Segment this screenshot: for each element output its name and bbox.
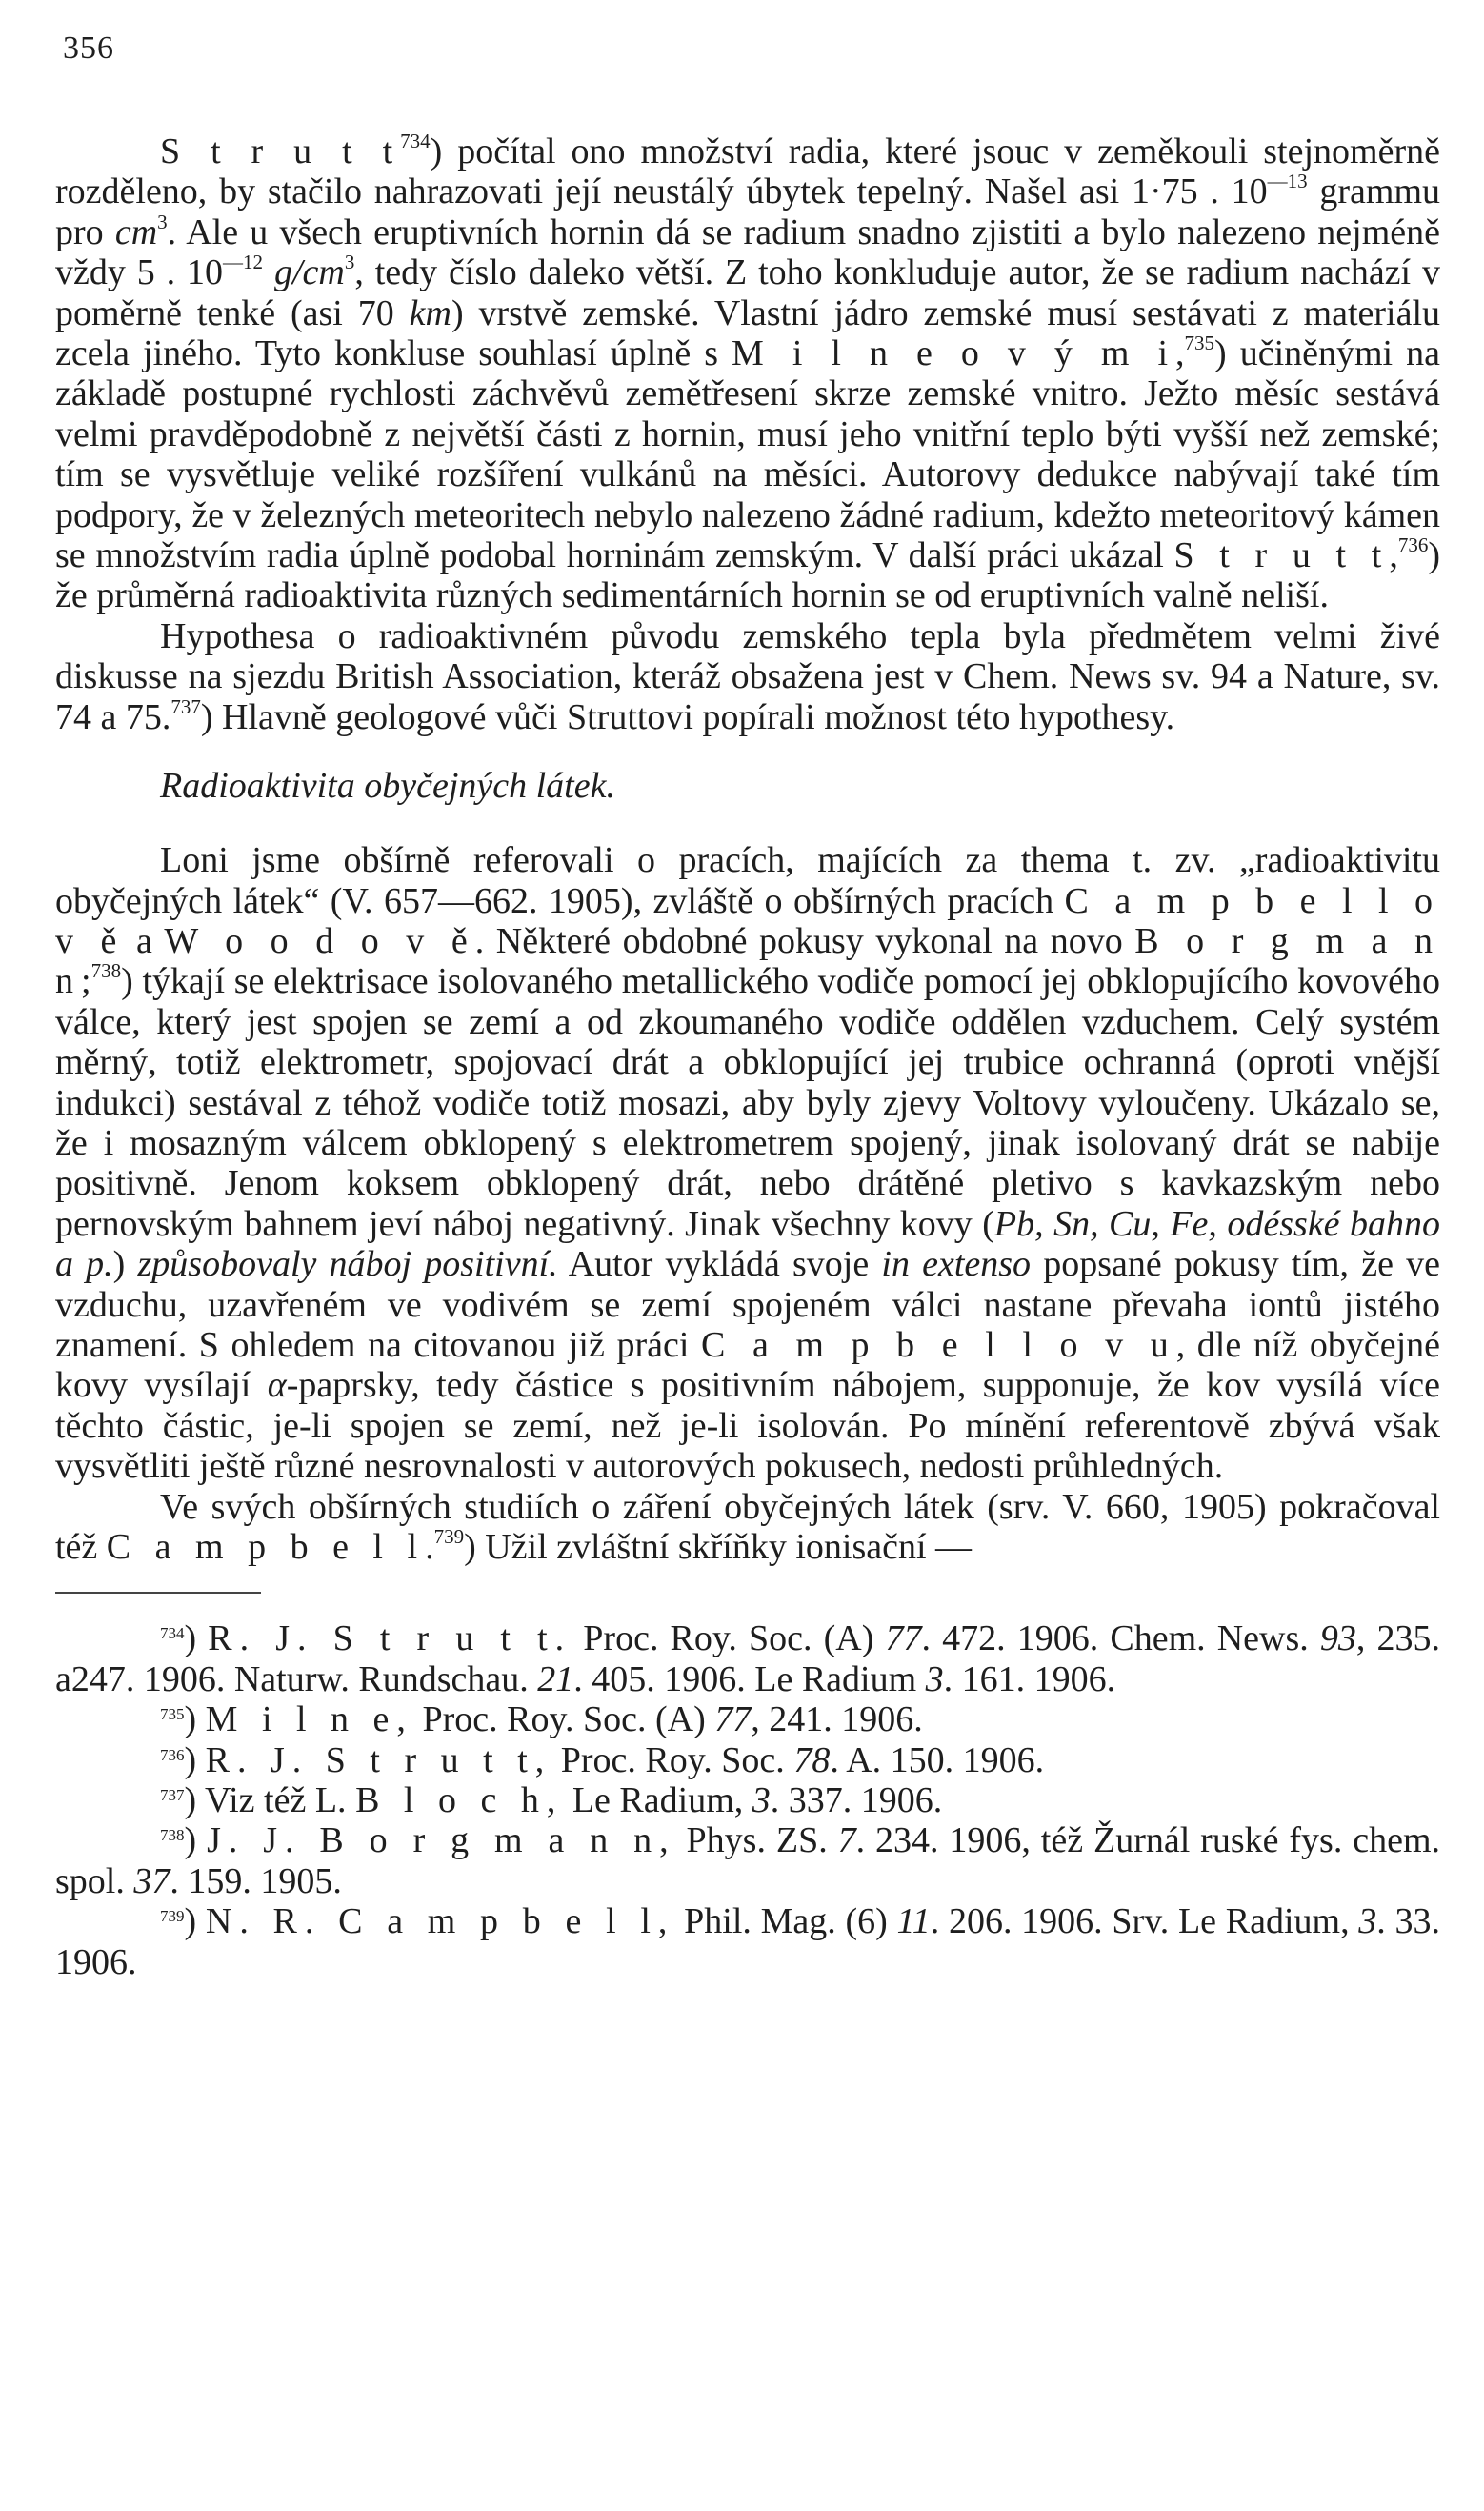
volume: 37 [133, 1860, 170, 1901]
volume: 3 [1358, 1901, 1377, 1942]
author-name: C a m p b e l l o v ě [55, 880, 1440, 961]
text-run: . A. 150. 1906. [830, 1739, 1045, 1780]
text-run: ) týkají se elektrisace isolovaného metallického vodiče pomocí jej obklopujícího kovového válce, který jest spojen se zemí a od zkoumaného vodiče oddělen vzduchem. Celý systém měrný, totiž elektrometr, spojovací drát a obklopující jej trubice ochranná (oproti vnější indukci) sestával z téhož vodiče totiž mosazi, aby byly zjevy Voltovy vyloučeny. Ukázalo se, že i mosazným válcem obklopený s elektrometrem spojený, jinak isolovaný drát se nabije positivně. Jenom koksem obklopený drát, nebo drátěné pletivo s kavkazským nebo pernovským bahnem jeví náboj negativný. Jinak všechny kovy ( [55, 961, 1440, 1244]
text-run: , 235. a247. 1906. Naturw. Rundschau. [55, 1618, 1441, 1699]
footnote-ref: 739 [433, 1525, 465, 1548]
footnote-737: $^{737}$) Viz též L. B l o c h, Le Radium, 3. 337. 1906. [160, 1780, 943, 1821]
text-run: grammu pro [55, 171, 1440, 252]
exponent: 3 [344, 251, 355, 274]
volume: 93 [1319, 1618, 1356, 1659]
paragraph-campbell [55, 1487, 1440, 1568]
footnote-ref: 736 [1397, 533, 1429, 557]
footnote-author: N. R. C a m p b e l l, [205, 1901, 675, 1942]
footnote-ref: 734 [400, 130, 431, 152]
text-run [263, 252, 274, 292]
footnote-739: $^{739}$) N. R. C a m p b e l l, Phil. Mag. (6) 11. 206. 1906. Srv. Le Radium, 3. 33. 1906. [55, 1901, 1441, 1982]
text-run: Proc. Roy. Soc. [551, 1739, 794, 1780]
footnote-735: $^{735}$) M i l n e, Proc. Roy. Soc. (A) 77, 241. 1906. [160, 1699, 923, 1740]
text-run [1217, 1204, 1227, 1244]
volume: 77 [714, 1699, 752, 1740]
text-run: Loni jsme obšírně referovali o pracích, majících za themа t. zv. „radioaktivitu obyčejných látek“ (V. 657—662. 1905), zvláště o obšírných pracích [55, 840, 1440, 921]
footnote-ref: 735 [1184, 331, 1215, 355]
author-name: C a m p b e l l [106, 1527, 426, 1567]
text-run: ) [112, 1244, 138, 1285]
author-name: S t r u t t [160, 131, 401, 171]
text-run: . 472. 1906. Chem. News. [921, 1618, 1320, 1659]
footnote-author: R. J. S t r u t t, [205, 1739, 552, 1780]
author-name: M i l n e o v ý m i [732, 333, 1176, 374]
footnote-number: 736 [160, 1745, 185, 1764]
volume: 77 [885, 1618, 922, 1659]
footnote-734: $^{734}$) R. J. S t r u t t. Proc. Roy. Soc. (A) 77. 472. 1906. Chem. News. 93, 235. a247. 1906. Naturw. Rundschau. 21. 405. 1906. Le Radium 3. 161. 1906. [55, 1618, 1441, 1699]
footnote-author: B l o c h, [355, 1780, 564, 1821]
text-run: . 159. 1905. [170, 1860, 342, 1901]
volume: 78 [793, 1739, 831, 1780]
footnote-number: 739 [160, 1907, 185, 1926]
text-run: . [425, 1527, 434, 1567]
italic-run: způsobovaly náboj positivní. [137, 1244, 558, 1285]
author-name: B o r g m a n n [55, 920, 1440, 1002]
text-run: ) vrstvě zemské. Vlastní jádro zemské musí sestávati z materiálu zcela jiného. Tyto konkluse souhlasí úplně s [55, 292, 1441, 374]
footnote-738: $^{738}$) J. J. B o r g m a n n, Phys. ZS. 7. 234. 1906, též Žurnál ruské fys. chem. spol. 37. 159. 1905. [55, 1820, 1441, 1901]
footnote-number: 737 [160, 1786, 185, 1805]
footnote-number: 735 [160, 1705, 185, 1724]
footnote-author: R. J. S t r u t t. [208, 1618, 572, 1659]
text-run: , [1389, 535, 1398, 576]
text-run: popsané pokusy tím, že ve vzduchu, uzavřeném ve vodivém se zemí spojeném válci nastane převaha iontů jistého znamení. S ohledem na citovanou již práci [55, 1244, 1440, 1365]
article-body [55, 131, 1440, 1982]
text-run: Le Radium, [563, 1780, 752, 1821]
footnote-divider [55, 1592, 261, 1594]
text-run: . 161. 1906. [943, 1658, 1116, 1699]
paragraph-hypothesa [55, 616, 1440, 737]
footnote-number: 734 [160, 1624, 185, 1643]
author-name: C a m p b e l l o v u [701, 1324, 1176, 1365]
text-run: , [1175, 333, 1185, 374]
volume: 3 [752, 1780, 771, 1821]
text-run: ) Užil zvláštní skříňky ionisační — [464, 1527, 973, 1567]
footnote-736: $^{736}$) R. J. S t r u t t, Proc. Roy. Soc. 78. A. 150. 1906. [160, 1739, 1045, 1780]
text-run: . Ale u všech eruptivních hornin dá se radium snadno zjistiti a bylo nalezeno nejméně vždy 5 . 10 [55, 211, 1440, 293]
page-number: 356 [63, 30, 114, 66]
unit: g/cm [273, 252, 345, 293]
footnote-author: M i l n e, [205, 1699, 413, 1740]
footnote-number: 738 [160, 1826, 185, 1845]
paragraph-loni [55, 840, 1440, 1487]
text-run: Ve svých obšírných studiích o záření obyčejných látek (srv. V. 660, 1905) pokračoval též [55, 1486, 1440, 1567]
text-run: , 241. 1906. [751, 1699, 923, 1740]
unit: km [409, 292, 451, 333]
text-run: Phil. Mag. (6) [674, 1901, 897, 1942]
italic-run: Pb, Sn, Cu, Fe, [993, 1203, 1217, 1244]
italic-run: odésské bahno a p. [55, 1203, 1441, 1285]
italic-run: in extenso [881, 1244, 1032, 1285]
text-run: Hypothesa o radioaktivném původu zemského tepla byla předmětem velmi živé diskusse na sjezdu British Association, kteráž obsažena jest v Chem. News sv. 94 a Nature, sv. 74 a 75. [55, 615, 1440, 737]
text-run: Proc. Roy. Soc. (A) [412, 1699, 715, 1740]
text-run: . 234. 1906, též Žurnál ruské fys. chem. spol. [55, 1820, 1441, 1901]
unit: cm [114, 211, 158, 252]
volume: 21 [537, 1658, 574, 1699]
text-run: Autor vykládá svoje [557, 1244, 882, 1285]
text-run: . 206. 1906. Srv. Le Radium, [930, 1901, 1359, 1942]
text-run: . 33. 1906. [55, 1901, 1441, 1982]
text-run: ; [81, 961, 91, 1002]
text-run: . 405. 1906. Le Radium [573, 1658, 926, 1699]
text-run: Phys. ZS. [675, 1820, 838, 1861]
alpha-symbol: α [267, 1365, 287, 1406]
text-run: , tedy číslo daleko větší. Z toho konkluduje autor, že se radium nachází v poměrně tenké (asi 70 [55, 252, 1440, 333]
text-run: Viz též L. [204, 1780, 356, 1821]
text-run: -paprsky, tedy částice s positivním nábojem, supponuje, že kov vysílá více těchto částic, je-li spojen se zemí, než je-li isolován. Po mínění referentově zbývá však vysvětliti ještě různé nesrovnalosti v autorových pokusech, nedosti průhledných. [55, 1365, 1440, 1487]
volume: 7 [837, 1820, 856, 1861]
exponent: —12 [223, 251, 264, 274]
volume: 3 [925, 1658, 944, 1699]
text-run: . 337. 1906. [770, 1780, 943, 1821]
text-run: , dle níž obyčejné kovy vysílají [55, 1324, 1440, 1406]
text-run: ) učiněnými na základě postupné rychlosti záchvěvů zemětřesení skrze zemské vnitro. Ježto měsíc sestává velmi pravděpodobně z největší části z hornin, musí jeho vnitřní teplo býti vyšší než zemské; tím se vysvětluje veliké rozšíření vulkánů na měsíci. Autorovy dedukce nabývají také tím podpory, že v železných meteoritech nebylo nalezeno žádné radium, kdežto meteoritový kámen se množstvím radia úplně podobal horninám zemským. V další práci ukázal [55, 333, 1440, 576]
author-name: W o o d o v ě [164, 920, 475, 961]
section-heading: Radioaktivita obyčejných látek. [160, 766, 615, 807]
exponent: —13 [1267, 170, 1308, 193]
footnote-ref: 738 [90, 959, 122, 983]
text-run: a [124, 920, 165, 961]
volume: 11 [896, 1901, 931, 1942]
paragraph-strutt [55, 131, 1440, 616]
exponent: 3 [157, 210, 168, 233]
footnote-ref: 737 [170, 694, 201, 718]
text-run: ) počítal ono množství radia, které jsouc v zeměkouli stejnoměrně rozděleno, by stačilo nahrazovati její neustálý úbytek tepelný. Našel asi 1·75 . 10 [55, 131, 1440, 212]
text-run: ) Hlavně geologové vůči Struttovi popírali možnost této hypothesy. [200, 696, 1175, 737]
text-run: . Některé obdobné pokusy vykonal na novo [474, 920, 1135, 961]
author-name: S t r u t t [1173, 535, 1390, 576]
footnote-author: J. J. B o r g m a n n, [207, 1820, 676, 1861]
text-run: Proc. Roy. Soc. (A) [572, 1618, 886, 1659]
text-run: ) že průměrná radioaktivita různých sedimentárních hornin se od eruptivních valně neliší. [55, 535, 1441, 616]
